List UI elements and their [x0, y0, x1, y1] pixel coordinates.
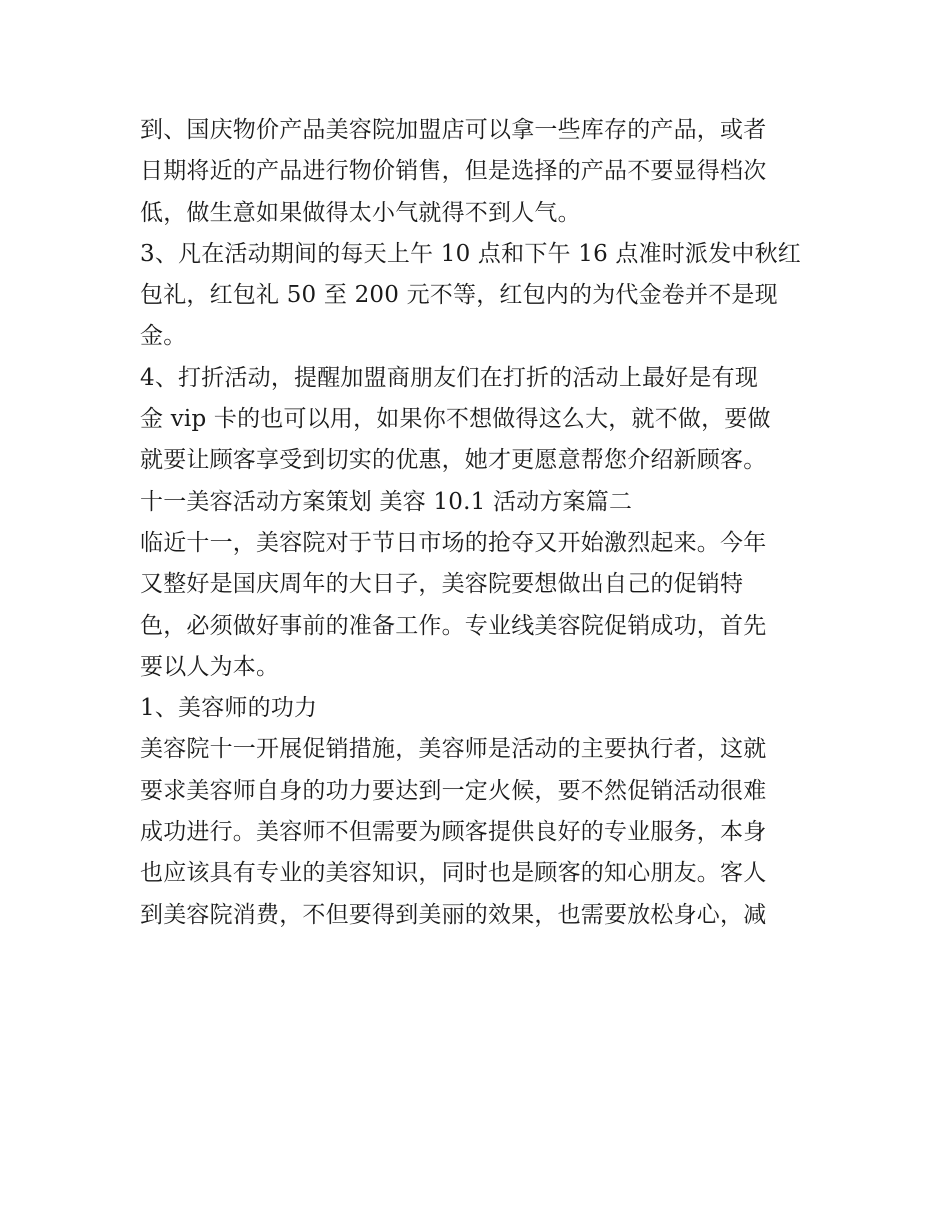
text-line: 到美容院消费，不但要得到美丽的效果，也需要放松身心，减	[140, 901, 767, 928]
text-line: 包礼，红包礼 50 至 200 元不等，红包内的为代金卷并不是现	[140, 282, 778, 309]
text-line: 要以人为本。	[140, 653, 280, 680]
text-line: 美容院十一开展促销措施，美容师是活动的主要执行者，这就	[140, 736, 767, 763]
document-body	[140, 110, 820, 936]
text-line: 到、国庆物价产品美容院加盟店可以拿一些库存的产品，或者	[140, 117, 767, 143]
text-line: 金。	[140, 323, 187, 350]
subsection-heading: 1、美容师的功力	[140, 695, 318, 722]
text-line: 色，必须做好事前的准备工作。专业线美容院促销成功，首先	[140, 612, 767, 639]
text-line: 低，做生意如果做得太小气就得不到人气。	[140, 199, 581, 226]
text-line: 临近十一，美容院对于节日市场的抢夺又开始激烈起来。今年	[140, 529, 767, 556]
text-line: 日期将近的产品进行物价销售，但是选择的产品不要显得档次	[140, 158, 767, 185]
section-heading: 十一美容活动方案策划 美容 10.1 活动方案篇二	[140, 488, 633, 515]
text-line: 4、打折活动，提醒加盟商朋友们在打折的活动上最好是有现	[140, 364, 759, 391]
text-line: 就要让顾客享受到切实的优惠，她才更愿意帮您介绍新顾客。	[140, 447, 767, 474]
text-line: 也应该具有专业的美容知识，同时也是顾客的知心朋友。客人	[140, 860, 767, 887]
text-line: 金 vip 卡的也可以用，如果你不想做得这么大，就不做，要做	[140, 406, 771, 433]
text-line: 3、凡在活动期间的每天上午 10 点和下午 16 点准时派发中秋红	[140, 240, 802, 267]
text-line: 又整好是国庆周年的大日子，美容院要想做出自己的促销特	[140, 571, 744, 598]
text-line: 成功进行。美容师不但需要为顾客提供良好的专业服务，本身	[140, 819, 767, 846]
text-line: 要求美容师自身的功力要达到一定火候，要不然促销活动很难	[140, 777, 767, 804]
